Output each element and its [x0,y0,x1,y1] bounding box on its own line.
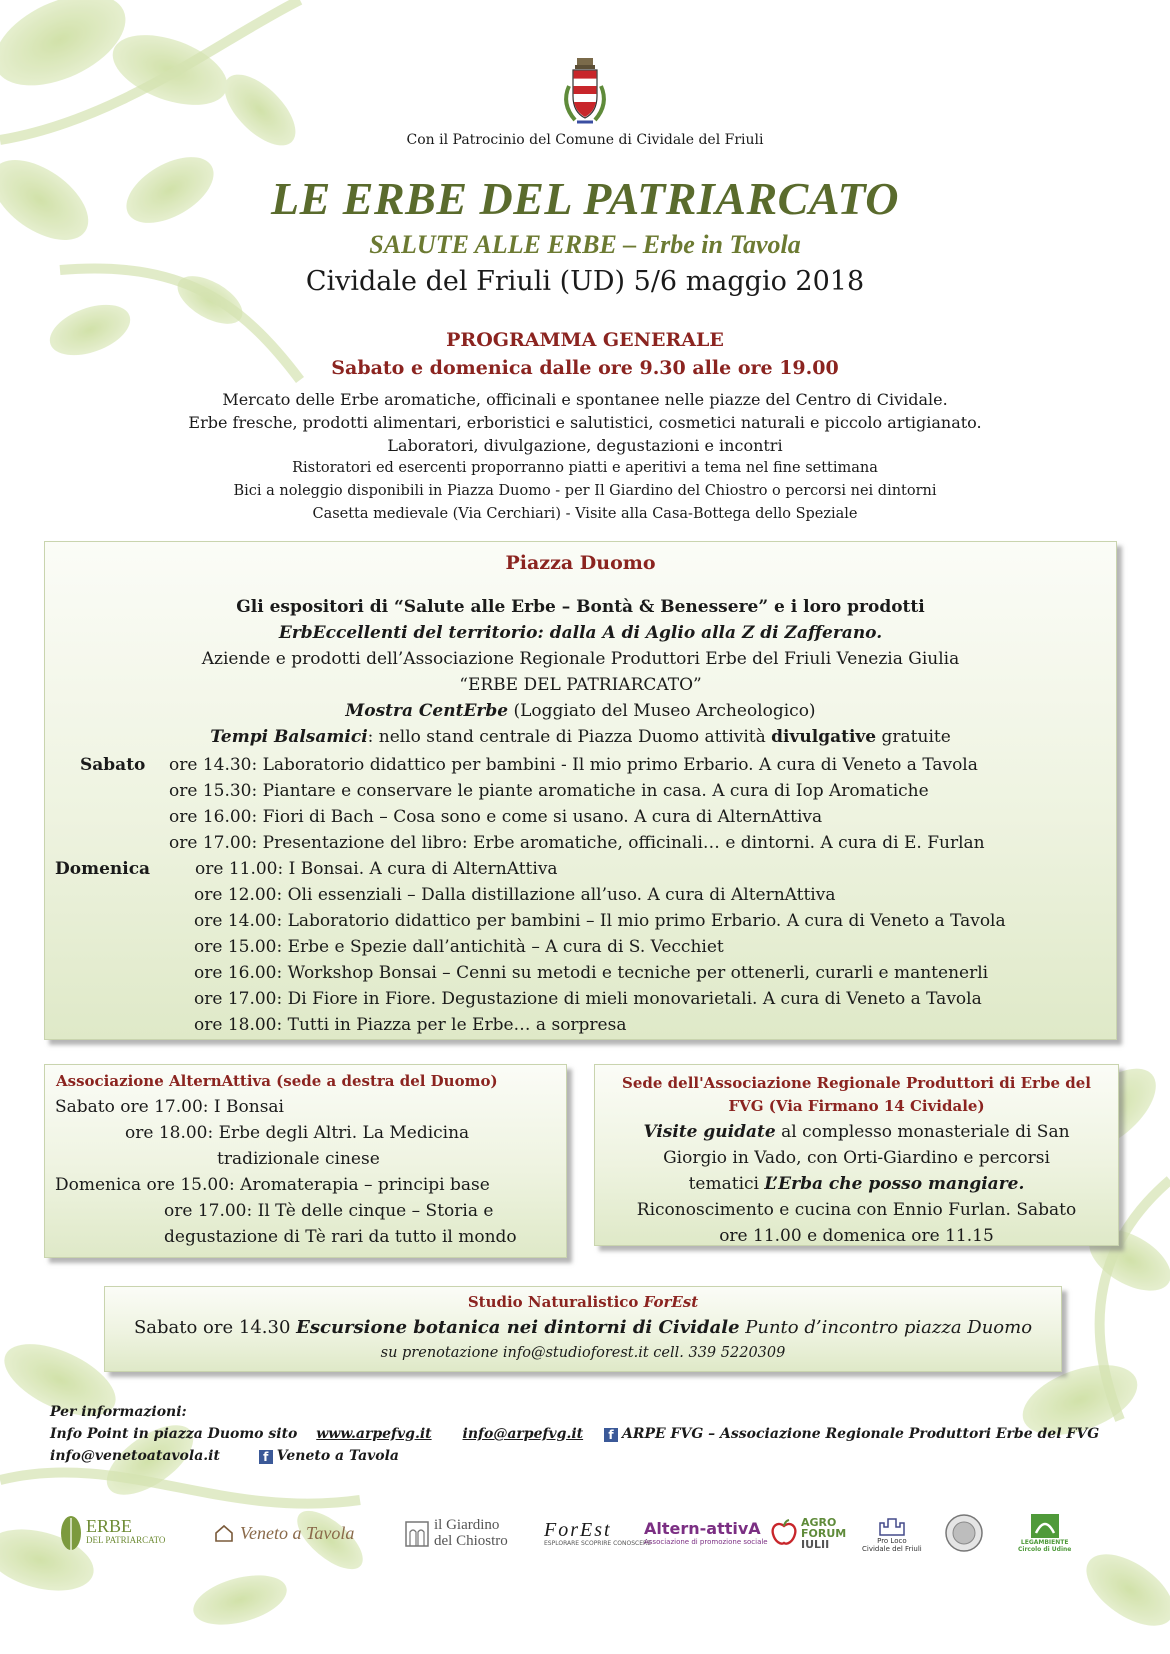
giardino-logo [404,1508,508,1558]
agroforum-text-2: FORUM [801,1526,847,1540]
forest-contact: su prenotazione info@studioforest.it cell. 339 5220309 [380,1345,786,1361]
tempi-name: Tempi Balsamici [210,727,368,747]
sede-line: Riconoscimento e cucina con Ennio Furlan. Sabato [636,1200,1077,1220]
forest-line [105,1317,1061,1338]
mostra-name: Mostra CentErbe [345,701,509,721]
forest-heading [105,1293,1061,1311]
facebook-arpe-label: ARPE FVG – Associazione Regionale Produttori Erbe del FVG [621,1426,1100,1442]
alternattiva-logo [644,1508,768,1558]
forest-box [104,1286,1062,1372]
erbeccellenti-line: ErbEccellenti del territorio: dalla A di Aglio alla Z di Zafferano. [278,623,883,643]
schedule-item: ore 15.30: Piantare e conservare le piante aromatiche in casa. A cura di Iop Aromatiche [169,781,929,801]
programma-line: Erbe fresche, prodotti alimentari, erboristici e salutistici, cosmetici naturali e piccolo artigianato. [188,413,982,432]
erba-mangiare: L’Erba che posso mangiare. [764,1174,1025,1194]
agroforum-text-1: AGRO [801,1515,837,1529]
info-point: Info Point in piazza Duomo sito [50,1426,298,1442]
agroforum-text-3: IULII [801,1537,830,1551]
seal-icon [944,1513,984,1553]
erbe-patriarcato-line: “ERBE DEL PATRIARCATO” [459,675,702,695]
alternattiva-logo-text: Altern-attivA [644,1519,761,1538]
sede-line [595,1171,1118,1197]
schedule-item: ore 12.00: Oli essenziali – Dalla distillazione all’uso. A cura di AlternAttiva [194,885,836,905]
info-line-1 [50,1426,1099,1442]
tempi-bold: divulgative [771,727,877,747]
programma-line: Ristoratori ed esercenti proporranno piatti e aperitivi a tema nel fine settimana [292,460,878,476]
forest-heading-name: ForEst [643,1293,699,1311]
sede-line [595,1119,1118,1145]
proloco-text-2: Cividale del Friuli [862,1545,922,1553]
info-line-2 [50,1448,399,1464]
forest-event: Escursione botanica nei dintorni di Cividale [296,1317,740,1338]
facebook-arpe[interactable] [604,1426,1099,1442]
page-title: LE ERBE DEL PATRIARCATO [271,173,899,224]
domenica-label: Domenica [55,859,151,879]
forest-logo-text: ForEst [544,1518,612,1541]
patronage-text: Con il Patrocinio del Comune di Cividale del Friuli [406,132,764,148]
sede-heading-line: FVG (Via Firmano 14 Cividale) [728,1097,985,1115]
piazza-duomo-box [44,541,1117,1040]
schedule-item: ore 16.00: Workshop Bonsai – Cenni su metodi e tecniche per ottenerli, curarli e mantenerli [194,963,989,983]
programma-title: PROGRAMMA GENERALE [446,329,724,351]
schedule-item: ore 15.00: Erbe e Spezie dall’antichità – A cura di S. Vecchiet [194,937,724,957]
seal-logo [944,1508,984,1558]
email-arpe-link[interactable]: info@arpefvg.it [462,1426,584,1442]
programma-lines [0,388,1170,526]
legambiente-logo [1018,1508,1071,1558]
giardino-logo-text: il Giardino [434,1517,500,1533]
sede-heading-line: Sede dell'Associazione Regionale Produttori di Erbe del [622,1074,1091,1092]
email-veneto[interactable]: info@venetoatavola.it [50,1448,220,1464]
veneto-logo-text: Veneto a Tavola [240,1522,355,1543]
agroforum-logo [770,1508,846,1558]
alternattiva-box [44,1064,567,1258]
forest-logo-subtext: ESPLORARE SCOPRIRE CONOSCERE [544,1539,651,1547]
visite-guidate: Visite guidate [643,1122,776,1142]
alternattiva-line: ore 18.00: Erbe degli Altri. La Medicina [125,1123,470,1143]
forest-logo [544,1508,651,1558]
schedule-item: ore 14.00: Laboratorio didattico per bambini – Il mio primo Erbario. A cura di Veneto a Tavola [194,911,1006,931]
leaf-logo-icon [56,1513,86,1553]
facebook-icon: f [604,1428,618,1442]
sabato-label: Sabato [80,755,146,775]
site-link[interactable]: www.arpefvg.it [316,1426,432,1442]
sede-box [594,1064,1119,1246]
sede-text: tematici [688,1174,765,1194]
alternattiva-line: Sabato ore 17.00: I Bonsai [55,1097,284,1117]
espositori-line: Gli espositori di “Salute alle Erbe – Bontà & Benessere” e i loro prodotti [236,597,925,617]
schedule-item: ore 17.00: Di Fiore in Fiore. Degustazione di mieli monovarietali. A cura di Veneto a Tavola [194,989,982,1009]
facebook-veneto-label: Veneto a Tavola [276,1448,400,1464]
programma-line: Casetta medievale (Via Cerchiari) - Visite alla Casa-Bottega dello Speziale [312,506,858,522]
alternattiva-line: ore 17.00: Il Tè delle cinque – Storia e [164,1201,494,1221]
alternattiva-line: tradizionale cinese [217,1149,380,1169]
giardino-logo-subtext: del Chiostro [434,1533,508,1549]
proloco-logo [862,1508,922,1558]
schedule-item: ore 18.00: Tutti in Piazza per le Erbe… a sorpresa [194,1015,627,1035]
schedule-item: ore 17.00: Presentazione del libro: Erbe aromatiche, officinali… e dintorni. A cura di E. Furlan [169,833,985,853]
alternattiva-heading: Associazione AlternAttiva (sede a destra del Duomo) [56,1072,498,1090]
cividale-crest-icon [555,56,615,128]
sede-body [595,1119,1118,1249]
house-icon [214,1523,234,1543]
info-label: Per informazioni: [50,1404,187,1420]
alternattiva-logo-subtext: Associazione di promozione sociale [644,1538,768,1546]
sede-heading [595,1072,1118,1118]
place-date: Cividale del Friuli (UD) 5/6 maggio 2018 [305,266,865,297]
programma-line: Bici a noleggio disponibili in Piazza Duomo - per Il Giardino del Chiostro o percorsi nei dintorni [233,483,937,499]
sede-line: Giorgio in Vado, con Orti-Giardino e percorsi [663,1148,1050,1168]
apple-icon [770,1519,798,1547]
alternattiva-line: degustazione di Tè rari da tutto il mondo [164,1227,517,1247]
piazza-duomo-intro [45,594,1116,750]
forest-time: Sabato ore 14.30 [133,1317,297,1338]
mostra-location: (Loggiato del Museo Archeologico) [508,701,816,721]
cloister-icon [404,1518,430,1548]
piazza-duomo-heading: Piazza Duomo [505,552,656,574]
mostra-line [45,698,1116,724]
sede-text: al complesso monasteriale di San [775,1122,1070,1142]
erbe-logo-subtext: DEL PATRIARCATO [86,1535,166,1545]
schedule-item: ore 11.00: I Bonsai. A cura di AlternAttiva [195,859,558,879]
programma-line: Laboratori, divulgazione, degustazioni e incontri [387,436,783,455]
programma-hours: Sabato e domenica dalle ore 9.30 alle ore 19.00 [331,357,839,379]
programma-line: Mercato delle Erbe aromatiche, officinali e spontanee nelle piazze del Centro di Cividale. [222,390,948,409]
sede-line: ore 11.00 e domenica ore 11.15 [719,1226,994,1246]
facebook-icon: f [259,1450,273,1464]
forest-meeting: Punto d’incontro piazza Duomo [739,1317,1033,1338]
forest-heading-text: Studio Naturalistico [467,1293,644,1311]
page-subtitle: SALUTE ALLE ERBE – Erbe in Tavola [369,230,801,259]
schedule-item: ore 14.30: Laboratorio didattico per bambini - Il mio primo Erbario. A cura di Veneto a Tavola [169,755,978,775]
legambiente-text-2: Circolo di Udine [1018,1546,1072,1553]
alternattiva-line: Domenica ore 15.00: Aromaterapia – principi base [55,1175,490,1195]
legambiente-icon [1030,1513,1060,1539]
facebook-veneto[interactable] [259,1448,399,1464]
erbe-logo-text: ERBE [86,1516,133,1536]
erbe-patriarcato-logo [56,1508,165,1558]
tempi-text: : nello stand centrale di Piazza Duomo attività [367,727,772,747]
proloco-text-1: Pro Loco [877,1537,907,1545]
schedule-item: ore 16.00: Fiori di Bach – Cosa sono e come si usano. A cura di AlternAttiva [169,807,823,827]
legambiente-text-1: LEGAMBIENTE [1020,1539,1069,1546]
aziende-line: Aziende e prodotti dell’Associazione Regionale Produttori Erbe del Friuli Venezia Giulia [201,649,960,669]
veneto-logo [214,1508,354,1558]
castle-icon [877,1513,907,1537]
tempi-end: gratuite [876,727,951,747]
tempi-line [45,724,1116,750]
